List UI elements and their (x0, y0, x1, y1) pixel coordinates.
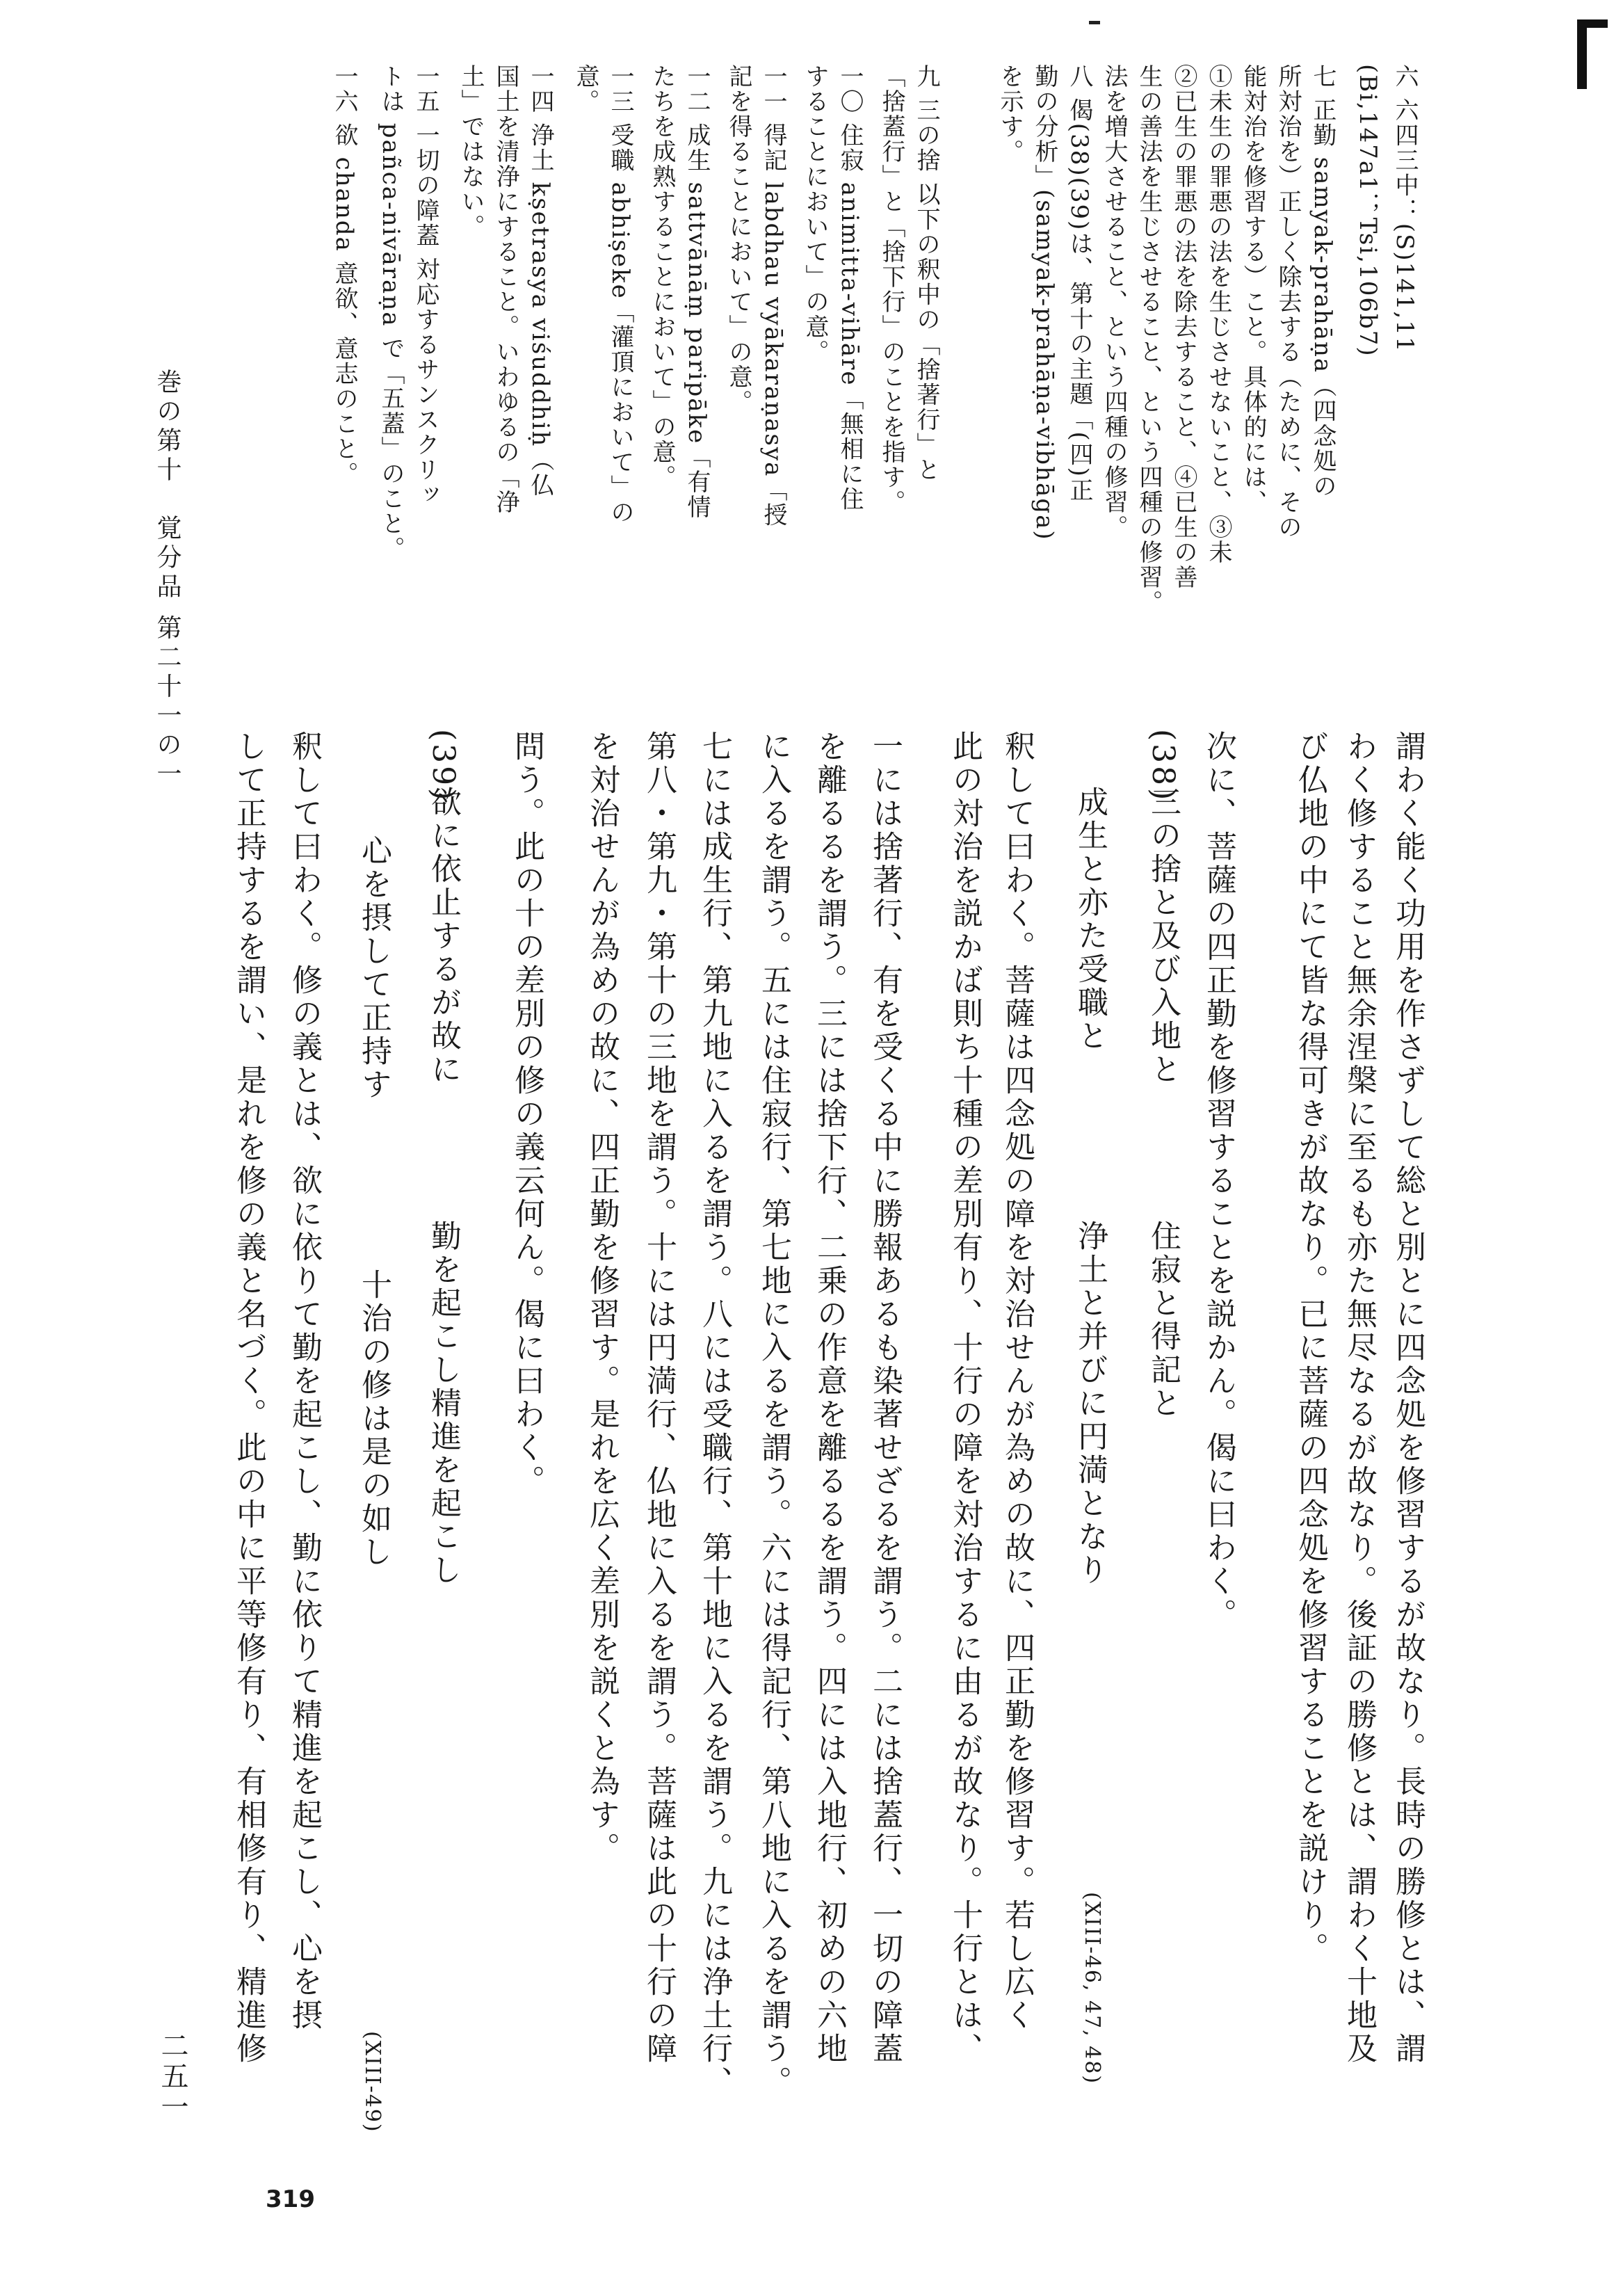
footnote-line-13: 九 三の捨 以下の釈中の「捨著行」と (912, 64, 940, 483)
main-text-col-1: 謂わく能く功用を作さずして総と別とに四念処を修習するが故なり。長時の勝修とは、謂 (1390, 730, 1426, 2066)
footnote-line-5: 能対治を修習する）こと。具体的には、 (1239, 64, 1267, 515)
footnote-line-3: 七 正勤 samyak-prahāṇa（四念処の (1309, 64, 1337, 499)
main-text-col-14: 釈して曰わく。修の義とは、欲に依りて勤を起こし、勤に依りて精進を起こし、心を摂 (286, 730, 322, 2032)
footnote-line-15: 一〇 住寂 animitta-vihāre「無相に住 (836, 64, 864, 512)
footnote-line-10: 八 偈(38)(39)は、第十の主題「(四)正 (1065, 64, 1093, 503)
footnote-line-8: 生の善法を生じさせること、という四種の修習。 (1135, 64, 1163, 615)
footnote-line-19: 一二 成生 sattvānāṃ paripāke「有情 (683, 64, 711, 520)
main-text-col-15: して正持するを謂い、是れを修の義と名づく。此の中に平等修有り、有相修有り、精進修 (231, 730, 266, 2066)
footnote-line-11: 勤の分析」(samyak-prahāṇa-vibhāga) (1031, 64, 1058, 541)
footnote-line-4: 所対治を）正しく除去する（ために、その (1274, 64, 1302, 540)
running-head: 巻の第十 覚分品 第二十一の一 (153, 369, 181, 790)
verse-39-reference: (XIII-49) (360, 2031, 385, 2133)
footnote-line-9: 法を増大させること、という四種の修習。 (1100, 64, 1128, 540)
main-text-col-2: わく修すること無余涅槃に至るも亦た無尽なるが故なり。後証の勝修とは、謂わく十地及 (1341, 730, 1377, 2066)
footnote-line-24: 国土を清浄にすること。いわゆるの「浄 (492, 64, 519, 515)
footnote-line-12: を示す。 (996, 64, 1024, 164)
footnote-line-18: 記を得ることにおいて」の意。 (725, 64, 752, 415)
verse-38-line-2: 成生と亦た受職と 浄土と并びに円満となり (1072, 786, 1108, 1587)
footnote-line-16: することにおいて」の意。 (801, 64, 829, 364)
top-dash-mark (1089, 21, 1100, 24)
footnote-line-28: 一六 欲 chanda 意欲、意志のこと。 (330, 64, 358, 487)
footnote-line-6: ①未生の罪悪の法を生じさせないこと、③未 (1204, 64, 1232, 565)
footnote-line-27: トは pañca-nivāraṇa で「五蓋」のこと。 (377, 64, 405, 562)
verse-38-line-1: 三の捨と及び入地と 住寂と得記と (1145, 786, 1181, 1420)
verse-39-line-1: 欲に依止するが故に 勤を起こし精進を起こし (426, 786, 461, 1587)
main-text-col-10: 七には成生行、第九地に入るを謂う。八には受職行、第十地に入るを謂う。九には浄土行、 (697, 730, 732, 2099)
footnote-line-22: 意。 (572, 64, 599, 114)
footnote-line-14: 「捨蓋行」と「捨下行」のことを指す。 (878, 64, 905, 515)
footnote-line-2: (Bi,147a1；Tsi,106b7) (1354, 64, 1382, 358)
footnote-line-7: ②已生の罪悪の法を除去すること、④已生の善 (1170, 64, 1197, 590)
page-number: 319 (266, 2185, 315, 2213)
main-text-col-3: び仏地の中にて皆な得可きが故なり。已に菩薩の四念処を修習することを説けり。 (1293, 730, 1328, 1966)
footnote-line-25: 土」ではない。 (457, 64, 485, 239)
footnote-line-1: 六 六四三中：(S)141,11 (1391, 64, 1419, 353)
verse-39-line-2: 心を摂して正持す 十治の修は是の如し (356, 835, 391, 1569)
verse-38-number: (38) (1145, 729, 1181, 803)
verse-39-number: (39) (426, 729, 461, 803)
verse-38-reference: (XIII-46, 47, 48) (1080, 1892, 1104, 2085)
folio-kanji: 二五一 (156, 2031, 188, 2123)
main-text-col-11: 第八・第九・第十の三地を謂う。十には円満行、仏地に入るを謂う。菩薩は此の十行の障 (641, 730, 677, 2066)
main-text-col-12: を対治せんが為めの故に、四正勤を修習す。是れを広く差別を説くと為す。 (584, 730, 620, 1865)
main-text-col-7: 一には捨著行、有を受くる中に勝報あるも染著せざるを謂う。二には捨蓋行、一切の障蓋 (867, 730, 903, 2066)
main-text-col-9: に入るを謂う。五には住寂行、第七地に入るを謂う。六には得記行、第八地に入るを謂う。 (756, 730, 791, 2099)
footnote-line-23: 一四 浄土 kṣetrasya viśuddhiḥ（仏 (526, 64, 554, 498)
footnote-line-17: 一一 得記 labdhau vyākaraṇasya「授 (759, 64, 787, 528)
main-text-col-5: 釈して曰わく。菩薩は四念処の障を対治せんが為めの故に、四正勤を修習す。若し広く (999, 730, 1035, 2032)
main-text-col-13: 問う。此の十の差別の修の義云何ん。偈に曰わく。 (509, 730, 544, 1498)
main-text-col-8: を離るるを謂う。三には捨下行、二乗の作意を離るるを謂う。四には入地行、初めの六地 (812, 730, 847, 2066)
page-corner-mark (1577, 19, 1608, 89)
main-text-col-4: 次に、菩薩の四正勤を修習することを説かん。偈に曰わく。 (1201, 730, 1236, 1632)
footnote-line-20: たちを成熟することにおいて」の意。 (648, 64, 676, 490)
main-text-col-6: 此の対治を説かば則ち十種の差別有り、十行の障を対治するに由るが故なり。十行とは、 (947, 730, 983, 2066)
footnote-line-26: 一五 一切の障蓋 対応するサンスクリッ (412, 64, 439, 508)
footnote-line-21: 一三 受職 abhiṣeke「灌頂において」の (606, 64, 634, 525)
